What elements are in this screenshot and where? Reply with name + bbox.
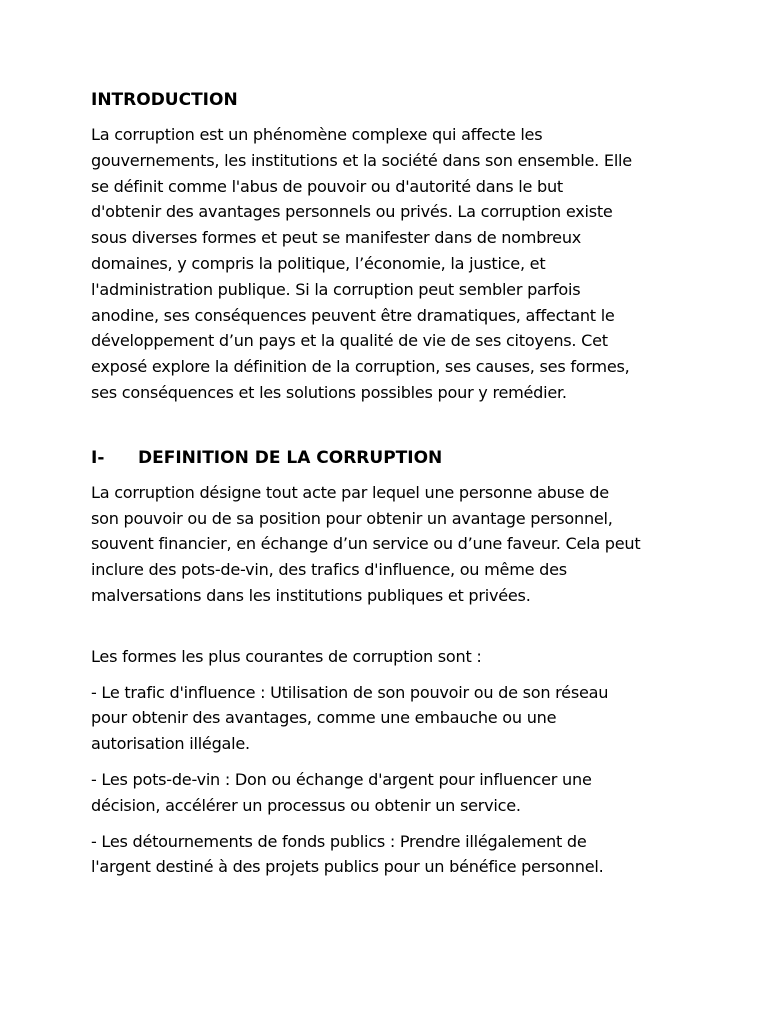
text-line: sous diverses formes et peut se manifester dans de nombreux — [91, 228, 582, 248]
text-line: l'argent destiné à des projets publics pour un bénéfice personnel. — [91, 857, 604, 877]
text-line: d'obtenir des avantages personnels ou privés. La corruption existe — [91, 202, 613, 222]
section-title: DEFINITION DE LA CORRUPTION — [138, 447, 443, 468]
text-line: La corruption désigne tout acte par lequel une personne abuse de — [91, 482, 609, 502]
text-line: Les formes les plus courantes de corruption sont : — [91, 646, 482, 666]
section-1-heading — [91, 446, 681, 470]
text-line: - Les détournements de fonds publics : Prendre illégalement de — [91, 831, 587, 851]
text-line: pour obtenir des avantages, comme une embauche ou une — [91, 708, 557, 728]
text-line: l'administration publique. Si la corruption peut sembler parfois — [91, 279, 581, 299]
introduction-paragraph — [91, 122, 681, 406]
text-line: souvent financier, en échange d’un service ou d’une faveur. Cela peut — [91, 534, 641, 554]
list-item-trafic-influence — [91, 680, 681, 757]
text-line: malversations dans les institutions publiques et privées. — [91, 585, 531, 605]
text-line: autorisation illégale. — [91, 734, 250, 754]
text-line: se définit comme l'abus de pouvoir ou d'autorité dans le but — [91, 176, 563, 196]
text-line: gouvernements, les institutions et la société dans son ensemble. Elle — [91, 150, 632, 170]
text-line: anodine, ses conséquences peuvent être dramatiques, affectant le — [91, 305, 615, 325]
text-line: exposé explore la définition de la corruption, ses causes, ses formes, — [91, 357, 630, 377]
definition-paragraph — [91, 480, 681, 609]
text-line: son pouvoir ou de sa position pour obtenir un avantage personnel, — [91, 508, 613, 528]
section-number: I- — [91, 447, 105, 468]
text-line: inclure des pots-de-vin, des trafics d'influence, ou même des — [91, 560, 567, 580]
text-line: ses conséquences et les solutions possibles pour y remédier. — [91, 382, 567, 402]
text-line: développement d’un pays et la qualité de vie de ses citoyens. Cet — [91, 331, 608, 351]
text-line: domaines, y compris la politique, l’économie, la justice, et — [91, 253, 546, 273]
introduction-heading: INTRODUCTION — [91, 90, 238, 110]
list-item-detournements — [91, 829, 681, 881]
text-line: - Le trafic d'influence : Utilisation de son pouvoir ou de son réseau — [91, 682, 609, 702]
document-body — [91, 88, 681, 880]
list-item-pots-de-vin — [91, 767, 681, 819]
text-line: - Les pots-de-vin : Don ou échange d'argent pour influencer une — [91, 769, 592, 789]
formes-intro-paragraph — [91, 644, 681, 670]
text-line: décision, accélérer un processus ou obtenir un service. — [91, 795, 521, 815]
text-line: La corruption est un phénomène complexe qui affecte les — [91, 125, 543, 144]
